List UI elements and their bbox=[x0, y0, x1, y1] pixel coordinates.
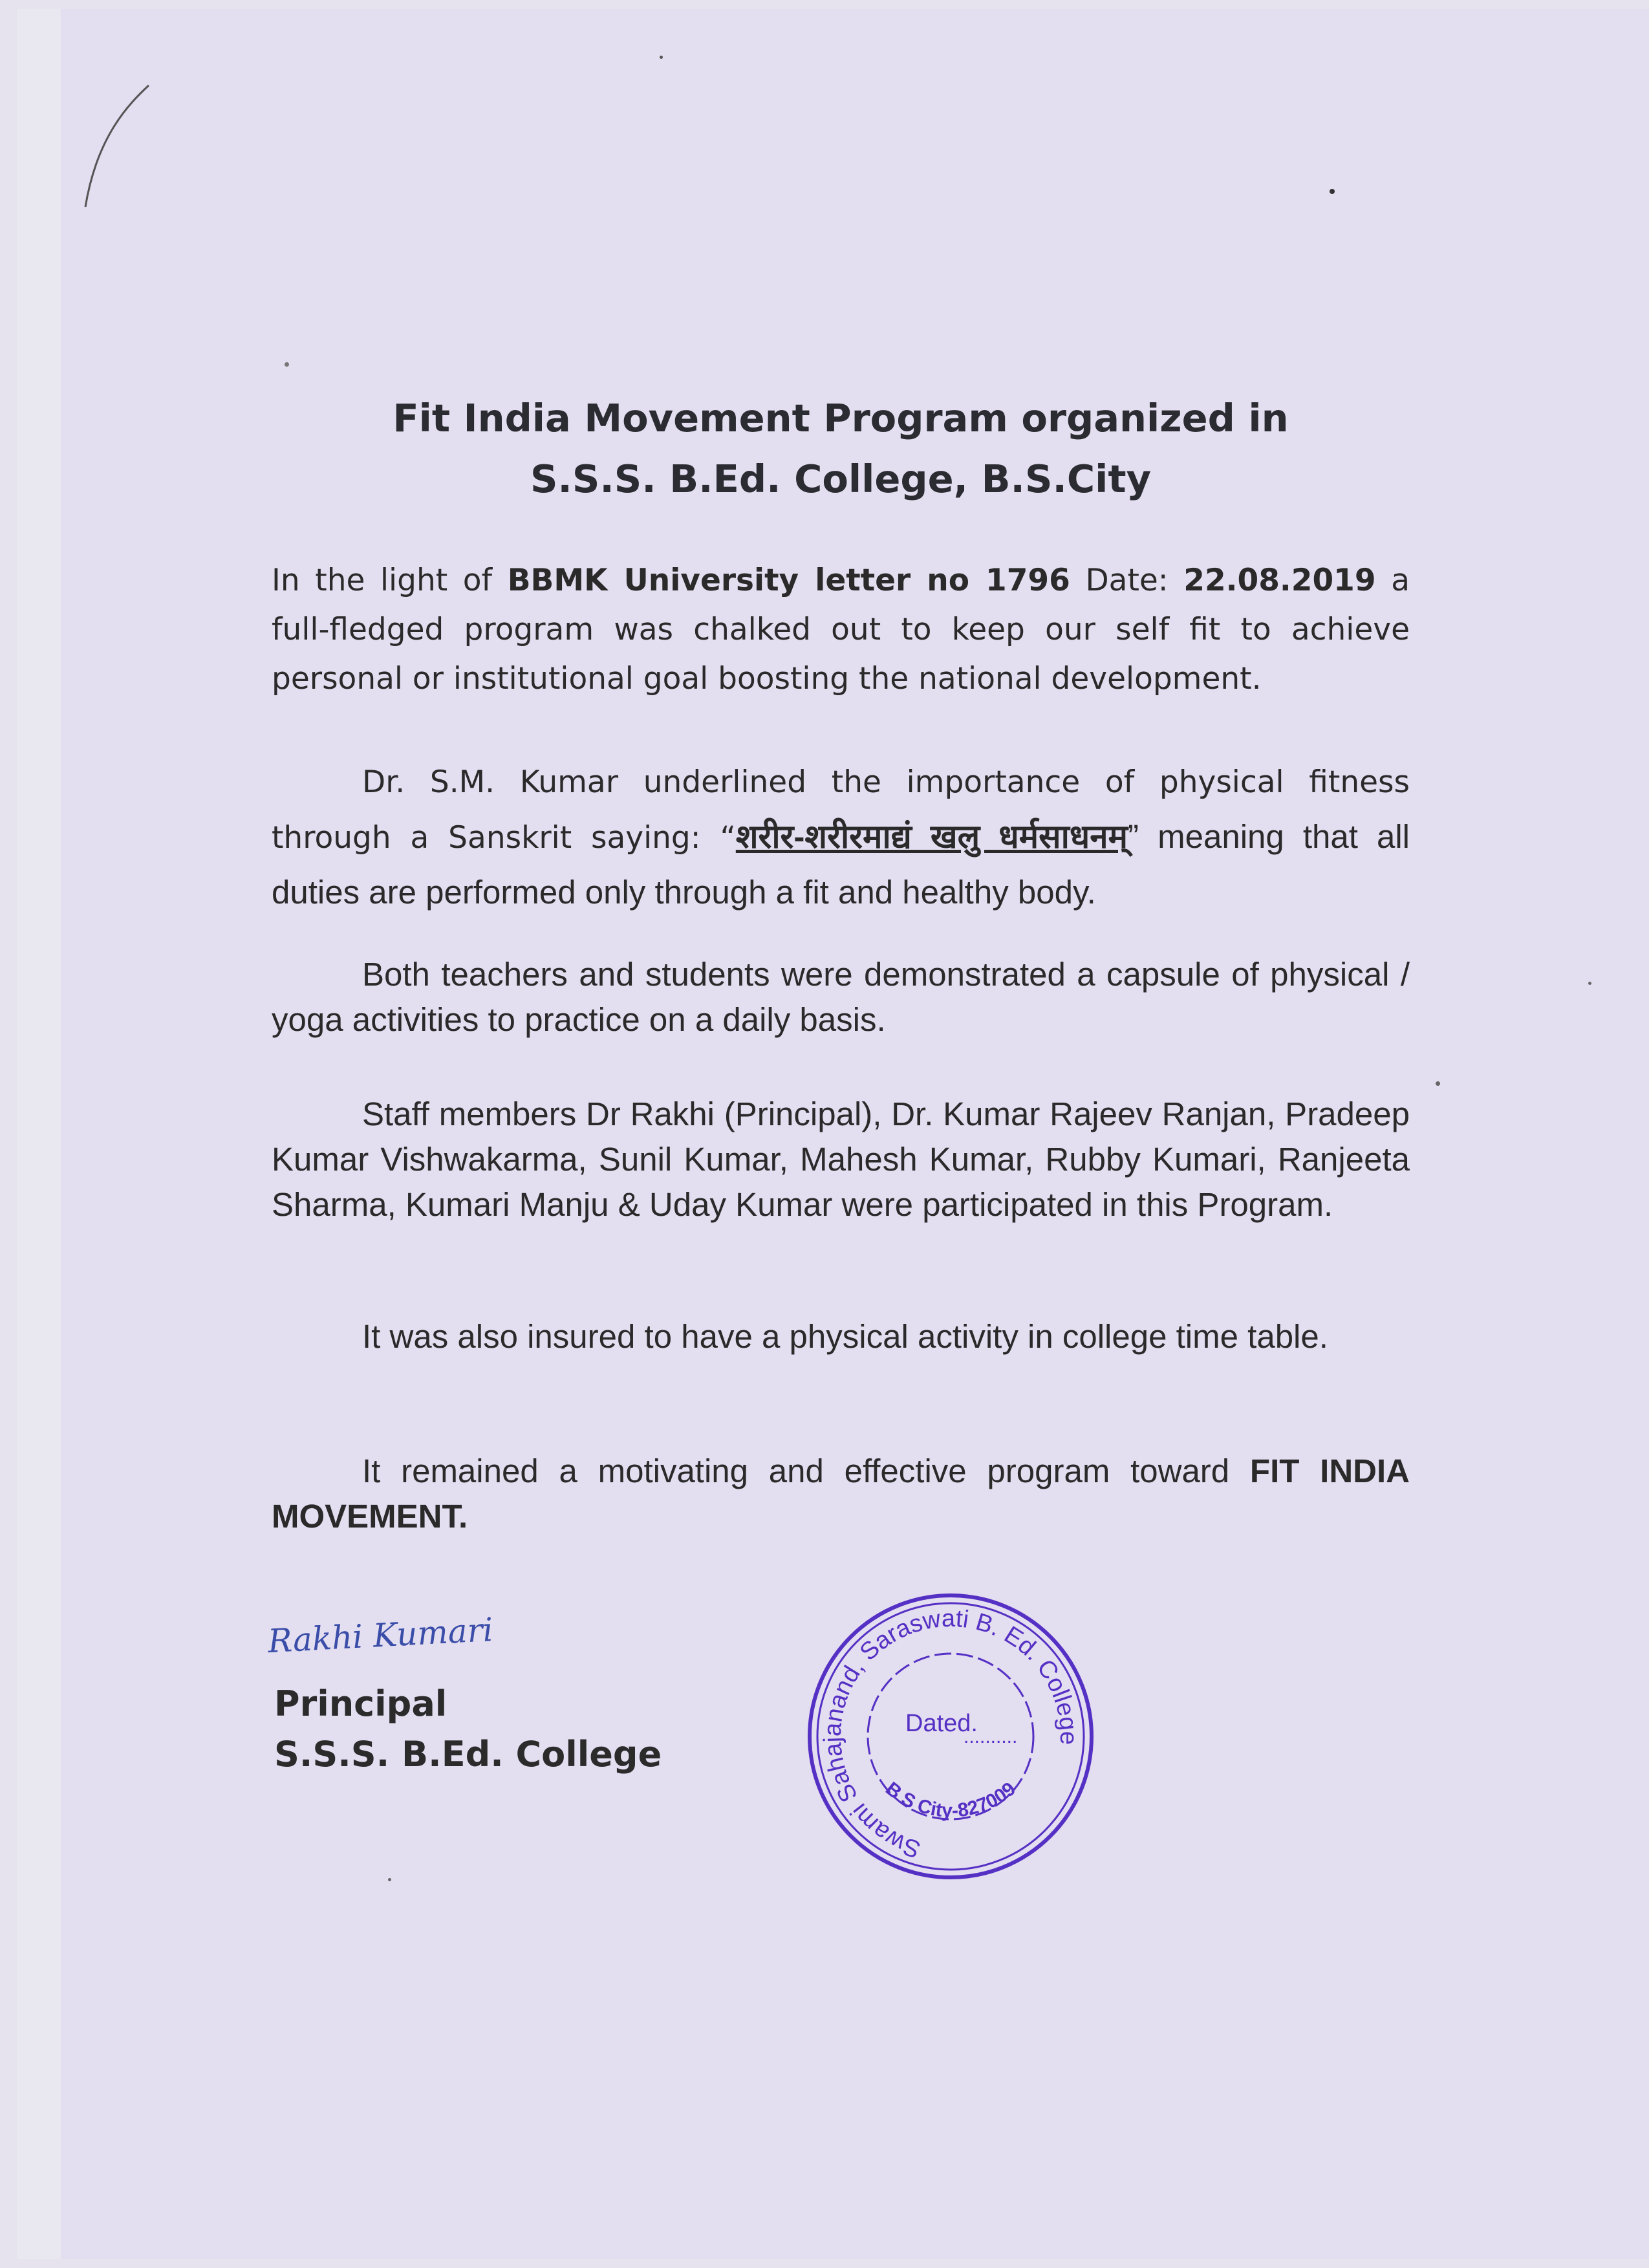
sanskrit-lead-text: Dr. S.M. Kumar underlined the importance of physical fitness through a Sanskrit saying: “ bbox=[272, 764, 1410, 856]
pen-stroke-mark bbox=[78, 78, 155, 213]
letter-date: 22.08.2019 bbox=[1183, 563, 1376, 598]
stamp-bottom-text: B S City-827009 bbox=[881, 1778, 1020, 1822]
title-line-1: Fit India Movement Program organized in bbox=[393, 396, 1289, 440]
sanskrit-meaning-text: ” meaning that all duties are performed only through a fit and healthy body. bbox=[272, 818, 1410, 911]
stamp-ring-text: Swami Sahajanand, Saraswati B. Ed. College bbox=[819, 1604, 1083, 1863]
dust-dot bbox=[388, 1878, 391, 1881]
dust-dot bbox=[1436, 1081, 1440, 1086]
signatory-block bbox=[274, 1679, 662, 1780]
college-seal-stamp bbox=[802, 1588, 1099, 1885]
stamp-dated-blank: .......... bbox=[964, 1726, 1018, 1747]
stamp-dated-label: Dated. bbox=[905, 1710, 978, 1737]
dust-dot bbox=[660, 56, 663, 59]
title-line-2: S.S.S. B.Ed. College, B.S.City bbox=[530, 457, 1152, 501]
intro-text-1: In the light of bbox=[272, 563, 508, 598]
dust-dot bbox=[285, 362, 289, 367]
signatory-title: Principal bbox=[274, 1683, 447, 1724]
sanskrit-saying: शरीर-शरीरमाद्यं खलु धर्मसाधनम् bbox=[735, 818, 1128, 855]
intro-text-2: Date: bbox=[1070, 563, 1184, 598]
staff-paragraph: Staff members Dr Rakhi (Principal), Dr. Kumar Rajeev Ranjan, Pradeep Kumar Vishwakarma, Sunil Kumar, Mahesh Kumar, Rubby Kumari, Ranjeeta Sharma, Kumari Manju & Uday Kumar were participated in this Program. bbox=[272, 1096, 1410, 1223]
timetable-paragraph: It was also insured to have a physical activity in college time table. bbox=[362, 1318, 1328, 1355]
dust-dot bbox=[1588, 982, 1591, 985]
closing-text: It remained a motivating and effective program toward bbox=[362, 1453, 1250, 1489]
letter-reference: BBMK University letter no 1796 bbox=[507, 563, 1070, 598]
activities-paragraph: Both teachers and students were demonstrated a capsule of physical / yoga activities to practice on a daily basis. bbox=[272, 956, 1410, 1038]
closing-emphasis: FIT INDIA MOVEMENT. bbox=[272, 1453, 1410, 1535]
intro-text-3: a full-fledged program was chalked out to keep our self fit to achieve personal or institutional goal boosting the national development. bbox=[272, 563, 1410, 697]
dust-dot bbox=[1330, 189, 1335, 194]
intro-paragraph bbox=[272, 556, 1410, 704]
closing-paragraph bbox=[272, 1449, 1410, 1539]
signatory-organization: S.S.S. B.Ed. College bbox=[274, 1734, 662, 1775]
handwritten-signature: Rakhi Kumari bbox=[266, 1610, 494, 1661]
sanskrit-paragraph bbox=[272, 754, 1410, 920]
page-title bbox=[272, 388, 1410, 510]
